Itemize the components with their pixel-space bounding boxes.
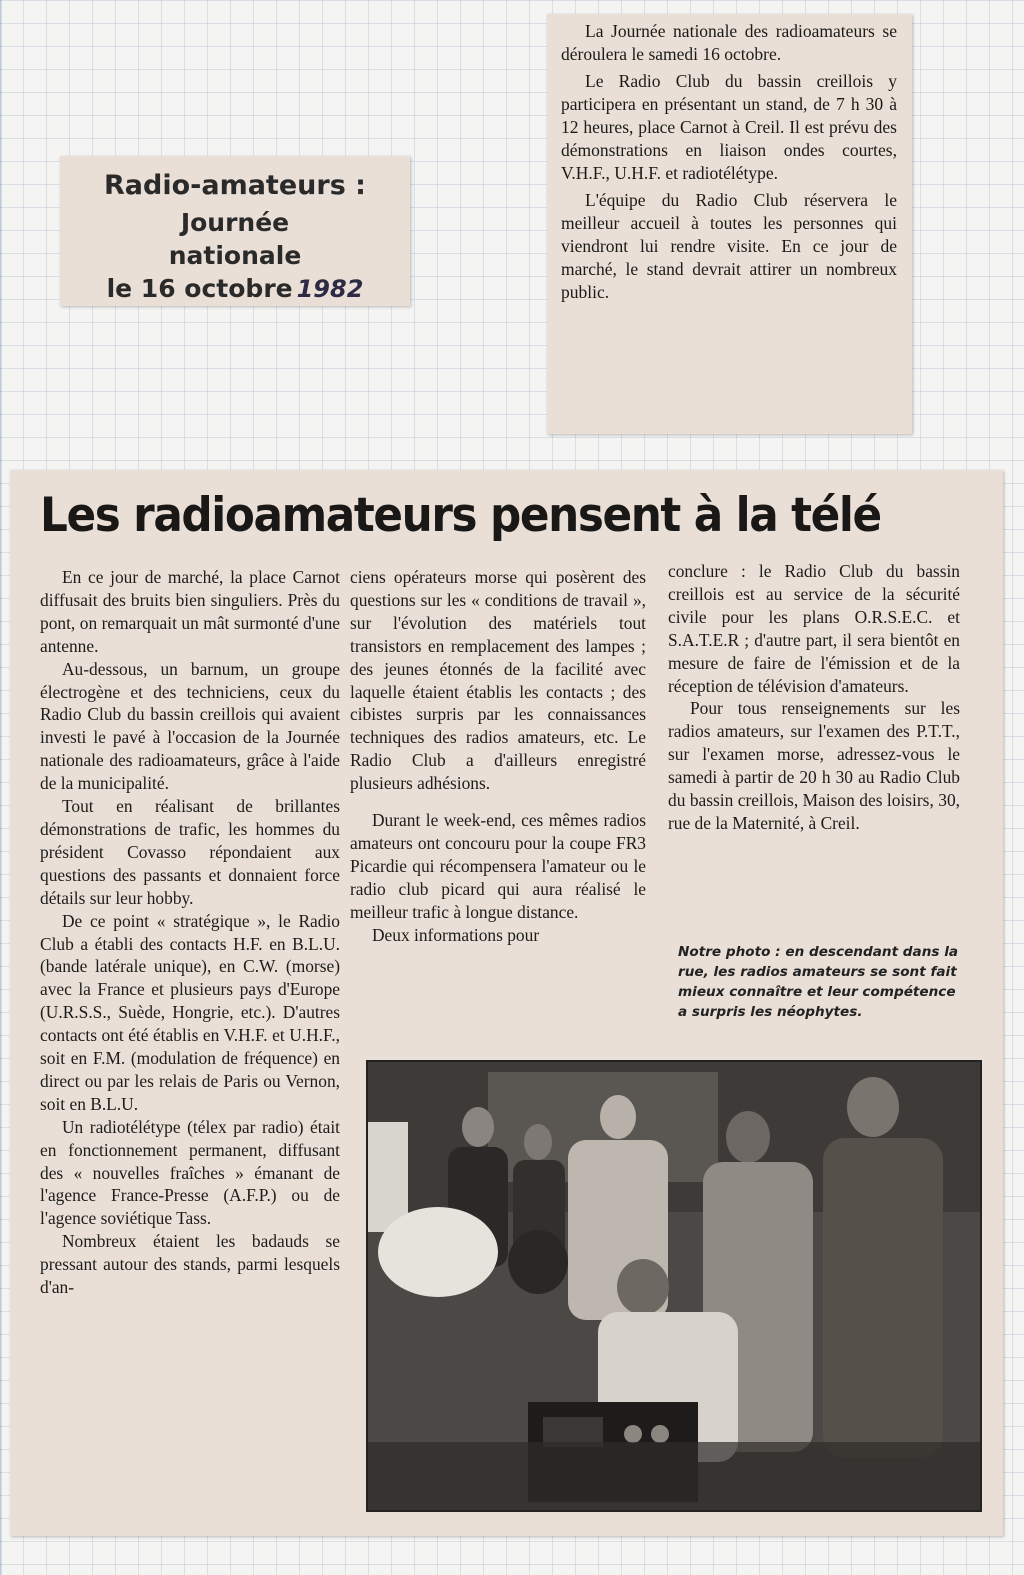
notice-paragraph: Le Radio Club du bassin creillois y participera en présentant un stand, de 7 h 30 à 12 heures, place Carnot à Creil. Il est prévu des démonstrations en liaison ondes courtes, V.H.F., U.H.F. et radiotélétype. bbox=[561, 71, 897, 183]
article-column-1 bbox=[40, 566, 340, 1299]
article-paragraph: Deux informations pour bbox=[372, 924, 540, 945]
article-headline: Les radioamateurs pensent à la télé bbox=[40, 488, 881, 543]
article-paragraph: Au-dessous, un barnum, un groupe électrogène et des techniciens, ceux du Radio Club du bassin creillois qui avaient investi le pavé à l'occasion de la Journée nationale des radioamateurs, grâce à l'aide de la municipalité. bbox=[40, 658, 340, 794]
article-paragraph: Un radiotélétype (télex par radio) était en fonctionnement permanent, diffusant des « nouvelles fraîches » émanant de l'agence France-Presse (A.F.P.) ou de l'agence soviétique Tass. bbox=[40, 1116, 340, 1229]
notice-paragraph: L'équipe du Radio Club réservera le meilleur accueil à toutes les personnes qui viendront lui rendre visite. En ce jour de marché, le stand devrait attirer un nombreux public. bbox=[561, 190, 897, 302]
article-paragraph: conclure : le Radio Club du bassin creillois est au service de la sécurité civile pour les plans O.R.S.E.C. et S.A.T.E.R ; d'autre part, il sera bientôt en mesure de faire de l'émission et de la réception de télévision d'amateurs. bbox=[668, 561, 960, 696]
notice-text bbox=[561, 20, 897, 304]
photo-illustration bbox=[368, 1062, 980, 1510]
article-paragraph: Pour tous renseignements sur les radios amateurs, sur l'examen des P.T.T., sur l'examen morse, adressez-vous le samedi à partir de 20 h 30 au Radio Club du bassin creillois, Maison des loisirs, 30, rue de la Maternité, à Creil. bbox=[668, 698, 960, 833]
heading-line-2: Journée bbox=[180, 208, 290, 237]
notice-paragraph: La Journée nationale des radioamateurs se déroulera le samedi 16 octobre. bbox=[561, 21, 897, 64]
notebook-margin bbox=[0, 0, 2, 1575]
heading-line-3: nationale bbox=[168, 241, 302, 270]
article-paragraph: Tout en réalisant de brillantes démonstrations de trafic, les hommes du président Covasso répondaient aux questions des passants et donnaient force détails sur leur hobby. bbox=[40, 796, 340, 908]
article-paragraph: Durant le week-end, ces mêmes radios amateurs ont concouru pour la coupe FR3 Picardie qui récompensera l'amateur ou le radio club picard qui aura réalisé le meilleur trafic à longue distance. bbox=[350, 810, 646, 922]
heading-line-1: Radio-amateurs : bbox=[104, 170, 366, 201]
heading-clipping bbox=[60, 156, 410, 306]
article-clipping bbox=[10, 470, 1003, 1536]
news-photo bbox=[366, 1060, 982, 1512]
article-paragraph: Nombreux étaient les badauds se pressant autour des stands, parmi lesquels d'an- bbox=[40, 1231, 340, 1298]
article-column-3 bbox=[668, 560, 960, 835]
heading-date: le 16 octobre bbox=[106, 274, 293, 303]
notice-clipping bbox=[547, 14, 912, 434]
photo-caption: Notre photo : en descendant dans la rue, les radios amateurs se sont fait mieux connaître et leur compétence a surpris les néophytes. bbox=[678, 944, 959, 1020]
article-paragraph: En ce jour de marché, la place Carnot diffusait des bruits bien singuliers. Près du pont, on remarquait un mât surmonté d'une antenne. bbox=[40, 567, 340, 656]
heading-line-4 bbox=[60, 274, 410, 303]
article-paragraph: ciens opérateurs morse qui posèrent des questions sur les « conditions de travail », sur l'évolution des matériels tout transistors en remplacement des lampes ; des jeunes étonnés de la facilité avec laquelle étaient établis les contacts ; des cibistes surpris par les connaissances techniques des radios amateurs, etc. Le Radio Club a d'ailleurs enregistré plusieurs adhésions. bbox=[350, 567, 646, 794]
handwritten-year: 1982 bbox=[296, 275, 364, 303]
article-column-2 bbox=[350, 566, 646, 947]
article-paragraph: De ce point « stratégique », le Radio Club a établi des contacts H.F. en B.L.U. (bande latérale unique), en C.W. (morse) avec la France et plusieurs pays d'Europe (U.R.S.S., Suède, Hongrie, etc.). D'autres contacts ont été établis en V.H.F. et U.H.F., soit en F.M. (modulation de fréquence) en direct ou par les relais de Paris ou Vernon, soit en B.L.U. bbox=[40, 910, 340, 1114]
